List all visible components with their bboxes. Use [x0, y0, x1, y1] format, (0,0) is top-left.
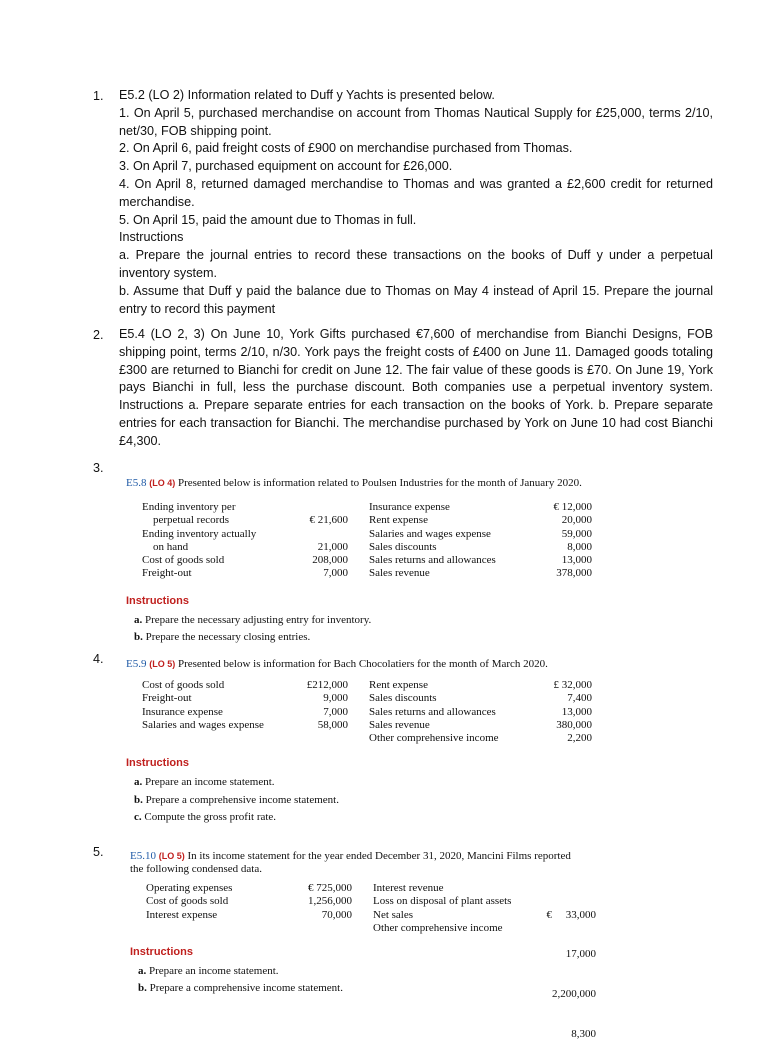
- account-label: Sales discounts: [369, 692, 437, 705]
- account-value: 13,000: [561, 554, 592, 567]
- q5-left-labels: [146, 882, 232, 922]
- learning-objective: (LO 4): [149, 478, 176, 488]
- exercise-intro: In its income statement for the year ended December 31, 2020, Mancini Films reported: [187, 850, 571, 862]
- exercise-code: E5.9: [126, 658, 147, 670]
- q2-text: E5.4 (LO 2, 3) On June 10, York Gifts purchased €7,600 of merchandise from Bianchi Designs, FOB shipping point, terms 2/10, n/30. York pays the freight costs of £400 on June 11. Damaged goods totaling £300 are returned to Bianchi for credit on June 12. The fair value of these goods is £70. On June 19, York pays Bianchi in full, less the purchase discount. Both companies use a perpetual inventory system. Instructions a. Prepare separate entries for each transaction on the books of York. b. Prepare separate entries for each transaction for Bianchi. The merchandise purchased by York on June 10 had cost Bianchi £4,300.: [119, 327, 713, 448]
- q1-line: 4. On April 8, returned damaged merchandise to Thomas and was granted a £2,600 credit for returned merchandise.: [119, 176, 713, 209]
- account-label: Ending inventory per: [142, 501, 236, 513]
- instruction-label: a.: [134, 776, 143, 788]
- account-value: 2,200: [567, 732, 592, 745]
- q4-header: [126, 658, 548, 671]
- account-label: Cost of goods sold: [142, 554, 225, 567]
- q5-header: [130, 850, 571, 877]
- q4-instructions: [134, 774, 339, 827]
- account-label: Insurance expense: [142, 705, 223, 718]
- account-label: Interest revenue: [373, 882, 444, 894]
- q1-line: 5. On April 15, paid the amount due to Thomas in full.: [119, 212, 417, 227]
- account-value: € 21,600: [309, 514, 348, 527]
- exercise-code: E5.8: [126, 477, 147, 489]
- account-label: Other comprehensive income: [373, 921, 503, 934]
- account-label: Operating expenses: [146, 882, 233, 894]
- q1-line: b. Assume that Duff y paid the balance due to Thomas on May 4 instead of April 15. Prepare the journal entry to record this payment: [119, 283, 713, 316]
- account-label: Interest expense: [146, 908, 218, 921]
- account-value: 21,000: [317, 540, 348, 553]
- account-value: 59,000: [561, 527, 592, 540]
- instruction-text: Compute the gross profit rate.: [144, 811, 277, 823]
- account-label: Loss on disposal of plant assets: [373, 895, 512, 908]
- q3-left-labels: [142, 501, 256, 581]
- account-value: 9,000: [323, 692, 348, 705]
- exercise-intro: Presented below is information for Bach Chocolatiers for the month of March 2020.: [177, 658, 548, 670]
- instruction-text: Prepare the necessary closing entries.: [145, 630, 311, 643]
- q5-right-labels: [373, 882, 511, 935]
- account-value: 8,300: [571, 1028, 596, 1041]
- account-value: € 33,000: [546, 908, 596, 921]
- instruction-text: Prepare the necessary adjusting entry for inventory.: [145, 614, 372, 626]
- account-label: Other comprehensive income: [369, 732, 499, 745]
- instruction-item: [134, 612, 371, 629]
- account-value: £212,000: [306, 679, 348, 691]
- q5-left-values: [292, 882, 352, 922]
- instruction-item: [134, 809, 339, 827]
- account-value: € 12,000: [553, 501, 592, 513]
- q3-right-labels: [369, 501, 496, 581]
- account-label: Sales revenue: [369, 718, 430, 731]
- account-label: Sales returns and allowances: [369, 554, 496, 567]
- account-value: 2,200,000: [552, 988, 596, 1001]
- instructions-heading: Instructions: [126, 595, 189, 607]
- account-label: Insurance expense: [369, 501, 450, 513]
- exercise-code: E5.10: [130, 850, 156, 862]
- account-value: 7,000: [323, 567, 348, 580]
- instruction-label: a.: [134, 614, 143, 626]
- q3-left-values: [288, 501, 348, 581]
- instruction-item: [134, 774, 339, 792]
- question-number: 1.: [93, 89, 104, 103]
- instruction-label: b.: [138, 982, 147, 994]
- account-value: 13,000: [561, 705, 592, 718]
- instructions-heading: Instructions: [126, 757, 189, 769]
- instruction-text: Prepare a comprehensive income statement.: [145, 793, 339, 806]
- account-label: Freight-out: [142, 692, 192, 705]
- instruction-label: b.: [134, 793, 143, 806]
- account-value: 8,000: [567, 540, 592, 553]
- instruction-item: [138, 980, 343, 997]
- q3-header: [126, 477, 582, 490]
- account-value: 378,000: [556, 567, 592, 580]
- q1-instructions-heading: Instructions: [119, 230, 184, 245]
- exercise-intro-continued: the following condensed data.: [130, 863, 262, 876]
- account-value: [288, 528, 348, 541]
- account-value: [288, 501, 348, 514]
- instruction-text: Prepare a comprehensive income statement.: [149, 982, 343, 994]
- q3-instructions: [134, 612, 371, 645]
- account-label: Freight-out: [142, 567, 192, 580]
- account-label: Salaries and wages expense: [142, 718, 264, 731]
- account-label: on hand: [153, 540, 189, 553]
- account-value: 70,000: [321, 908, 352, 921]
- account-label: Cost of goods sold: [146, 895, 229, 908]
- instruction-text: Prepare an income statement.: [145, 776, 275, 788]
- instructions-heading: Instructions: [130, 946, 193, 958]
- learning-objective: (LO 5): [158, 851, 185, 861]
- account-value: 208,000: [312, 554, 348, 567]
- account-label: Salaries and wages expense: [369, 527, 491, 540]
- account-label: perpetual records: [153, 514, 230, 527]
- exercise-intro: Presented below is information related to Poulsen Industries for the month of January 2020.: [177, 477, 582, 489]
- account-value: £ 32,000: [553, 679, 592, 691]
- account-label: Cost of goods sold: [142, 679, 225, 691]
- question-number: 5.: [93, 845, 104, 859]
- q4-left-values: [290, 679, 348, 732]
- account-label: Rent expense: [369, 679, 428, 691]
- account-value: 20,000: [561, 514, 592, 527]
- account-label: Rent expense: [369, 514, 428, 527]
- account-value: 17,000: [565, 948, 596, 961]
- q3-right-values: [522, 501, 592, 581]
- question-number: 2.: [93, 328, 104, 342]
- instruction-label: b.: [134, 630, 143, 643]
- q4-right-values: [522, 679, 592, 745]
- account-label: Sales returns and allowances: [369, 705, 496, 718]
- q1-line: a. Prepare the journal entries to record these transactions on the books of Duff y under a perpetual inventory system.: [119, 248, 713, 280]
- q5-instructions: [138, 963, 343, 997]
- question-number: 4.: [93, 652, 104, 666]
- instruction-label: c.: [134, 811, 142, 823]
- account-value: 380,000: [556, 718, 592, 731]
- q1-line: E5.2 (LO 2) Information related to Duff y Yachts is presented below.: [119, 88, 495, 102]
- question-1: [119, 87, 713, 318]
- q5-right-values: [530, 882, 596, 1055]
- account-label: Sales discounts: [369, 540, 437, 553]
- account-value: € 725,000: [308, 882, 352, 894]
- question-2: [119, 326, 713, 451]
- instruction-item: [134, 792, 339, 810]
- instruction-text: Prepare an income statement.: [149, 965, 279, 977]
- account-value: 7,400: [567, 692, 592, 705]
- q1-line: 2. On April 6, paid freight costs of £900 on merchandise purchased from Thomas.: [119, 141, 573, 156]
- q1-line: 1. On April 5, purchased merchandise on account from Thomas Nautical Supply for £25,000, terms 2/10, net/30, FOB shipping point.: [119, 105, 713, 138]
- instruction-item: [134, 629, 371, 646]
- account-label: Ending inventory actually: [142, 527, 257, 540]
- account-value: 1,256,000: [308, 895, 352, 908]
- q4-left-labels: [142, 679, 264, 732]
- question-number: 3.: [93, 461, 104, 475]
- account-value: 7,000: [323, 705, 348, 718]
- instruction-item: [138, 963, 343, 980]
- instruction-label: a.: [138, 965, 147, 977]
- q1-line: 3. On April 7, purchased equipment on account for £26,000.: [119, 159, 453, 174]
- account-label: Sales revenue: [369, 567, 430, 580]
- learning-objective: (LO 5): [149, 659, 176, 669]
- q4-right-labels: [369, 679, 499, 745]
- account-value: 58,000: [317, 718, 348, 731]
- account-label: Net sales: [373, 908, 414, 921]
